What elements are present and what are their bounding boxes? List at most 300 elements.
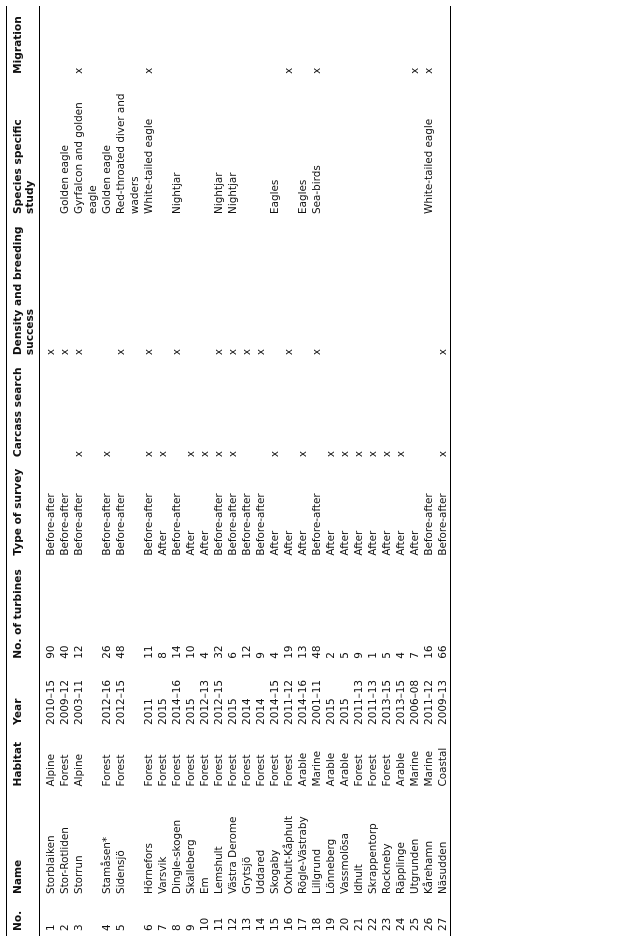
col-survey-type-cell: Before-after (255, 493, 268, 556)
col-migration-cell (394, 6, 408, 79)
col-carcass-search-cell: x (227, 450, 240, 458)
col-name-cell: Västra Derome (227, 816, 240, 895)
table-row (198, 6, 212, 936)
col-habitat-cell: Forest (213, 754, 226, 787)
col-turbines-cell: 48 (311, 645, 324, 659)
col-carcass-search-cell: x (157, 450, 170, 458)
col-migration-cell (436, 6, 451, 79)
col-density-breeding-cell: x (115, 348, 128, 356)
col-density-breeding-cell (394, 219, 408, 360)
col-habitat-cell: Forest (269, 754, 282, 787)
col-species-study-cell: White-tailed eagle (143, 118, 156, 214)
col-habitat-cell: Marine (311, 750, 324, 787)
col-density-breeding-cell (100, 219, 114, 360)
col-species-study-cell: Eagles (297, 179, 310, 214)
col-species-study-cell (282, 79, 296, 219)
col-density-breeding-cell: x (241, 348, 254, 356)
col-carcass-search-cell: x (143, 450, 156, 458)
table-row (282, 6, 296, 936)
col-migration-cell (212, 6, 226, 79)
col-density-breeding-cell (198, 219, 212, 360)
col-name-cell: Räpplinge (395, 842, 408, 895)
table-row (142, 6, 156, 936)
col-carcass-search-cell: x (73, 450, 86, 458)
col-turbines-cell: 1 (367, 652, 380, 659)
col-carcass-search-cell (254, 360, 268, 462)
col-migration-cell (170, 6, 184, 79)
col-species-study-cell: Nightjar (171, 172, 184, 214)
col-density-breeding-cell: x (311, 348, 324, 356)
col-year-cell: 2015 (339, 698, 352, 725)
col-turbines-cell: 4 (199, 652, 212, 659)
col-species-study-cell (240, 79, 254, 219)
col-year-cell: 2011–12 (283, 679, 296, 725)
col-year-cell: 2011 (143, 698, 156, 725)
col-habitat-cell: Forest (185, 754, 198, 787)
col-turbines-cell: 6 (227, 652, 240, 659)
col-name-cell: Stamåsen* (101, 836, 114, 895)
col-name-cell: Näsudden (437, 841, 450, 895)
col-survey-type-cell: Before-after (227, 493, 240, 556)
col-turbines-cell: 12 (241, 645, 254, 659)
col-habitat-cell: Arable (297, 752, 310, 787)
col-name-cell: Skrappentorp (367, 823, 380, 895)
col-turbines-cell: 13 (297, 645, 310, 659)
col-survey-type-cell: Before-after (73, 493, 86, 556)
header-survey-type: Type of survey (12, 468, 24, 556)
col-carcass-search-cell: x (353, 450, 366, 458)
col-number-cell: 6 (143, 924, 156, 931)
col-survey-type-cell: After (157, 530, 170, 556)
col-year-cell: 2012–15 (115, 679, 128, 725)
col-turbines-cell: 9 (353, 652, 366, 659)
col-number-cell: 5 (115, 924, 128, 931)
header-habitat: Habitat (12, 741, 24, 787)
header-year: Year (12, 698, 24, 725)
col-density-breeding-cell (380, 219, 394, 360)
col-number-cell: 20 (339, 917, 352, 931)
table-row (394, 6, 408, 936)
col-name-cell: Sidensjö (115, 850, 128, 895)
col-habitat-cell: Marine (423, 750, 436, 787)
col-species-study-cell: Red-throated diver and waders (115, 93, 142, 214)
table-row (114, 6, 142, 936)
col-number-cell: 2 (59, 924, 72, 931)
col-habitat-cell: Forest (283, 754, 296, 787)
col-year-cell: 2009–12 (59, 679, 72, 725)
header-migration: Migration (12, 16, 24, 74)
col-name-cell: Grytsjö (241, 856, 254, 895)
col-carcass-search-cell: x (213, 450, 226, 458)
col-migration-cell: x (283, 67, 296, 74)
col-species-study-cell: Golden eagle (101, 145, 114, 214)
col-survey-type-cell: After (409, 530, 422, 556)
col-density-breeding-cell: x (59, 348, 72, 356)
col-survey-type-cell: Before-after (101, 493, 114, 556)
col-turbines-cell: 9 (255, 652, 268, 659)
col-density-breeding-cell: x (73, 348, 86, 356)
col-number-cell: 10 (199, 917, 212, 931)
col-migration-cell (240, 6, 254, 79)
col-turbines-cell: 11 (143, 645, 156, 659)
table-row (422, 6, 436, 936)
col-survey-type-cell: Before-after (213, 493, 226, 556)
table-row (226, 6, 240, 936)
col-number-cell: 23 (381, 917, 394, 931)
col-density-breeding-cell: x (227, 348, 240, 356)
col-year-cell: 2013–15 (381, 679, 394, 725)
col-species-study-cell: Nightjar (227, 172, 240, 214)
col-density-breeding-cell: x (255, 348, 268, 356)
col-turbines-cell: 5 (381, 652, 394, 659)
col-year-cell: 2010–15 (45, 679, 58, 725)
col-carcass-search-cell (40, 360, 59, 462)
col-name-cell: Lillgrund (311, 848, 324, 895)
col-carcass-search-cell (114, 360, 142, 462)
table-row (310, 6, 324, 936)
col-survey-type-cell: After (283, 530, 296, 556)
col-year-cell: 2011–12 (423, 679, 436, 725)
col-migration-cell (58, 6, 72, 79)
col-number-cell: 26 (423, 917, 436, 931)
col-turbines-cell: 16 (423, 645, 436, 659)
col-number-cell: 1 (45, 924, 58, 931)
col-habitat-cell: Forest (59, 754, 72, 787)
col-habitat-cell: Forest (367, 754, 380, 787)
col-density-breeding-cell: x (45, 348, 58, 356)
col-year-cell: 2012–15 (213, 679, 226, 725)
col-migration-cell: x (423, 67, 436, 74)
col-number-cell: 27 (437, 917, 450, 931)
col-habitat-cell: Coastal (437, 747, 450, 787)
col-name-cell: Varsvik (157, 856, 170, 895)
col-number-cell: 9 (185, 924, 198, 931)
col-habitat-cell: Forest (353, 754, 366, 787)
col-species-study-cell: Gyrfalcon and golden eagle (73, 102, 100, 214)
col-turbines-cell: 5 (339, 652, 352, 659)
col-name-cell: Kårehamn (423, 840, 436, 895)
table-row (58, 6, 72, 936)
col-survey-type-cell: After (367, 530, 380, 556)
col-turbines-cell: 90 (45, 645, 58, 659)
col-name-cell: Skogaby (269, 849, 282, 895)
col-survey-type-cell: After (381, 530, 394, 556)
col-carcass-search-cell: x (199, 450, 212, 458)
col-year-cell: 2011–13 (367, 679, 380, 725)
col-number-cell: 25 (409, 917, 422, 931)
col-habitat-cell: Arable (339, 752, 352, 787)
col-habitat-cell: Forest (241, 754, 254, 787)
col-turbines-cell: 4 (395, 652, 408, 659)
col-density-breeding-cell (422, 219, 436, 360)
col-habitat-cell: Forest (171, 754, 184, 787)
table-row (366, 6, 380, 936)
col-turbines-cell: 19 (283, 645, 296, 659)
col-survey-type-cell: Before-after (311, 493, 324, 556)
col-name-cell: Lönneberg (325, 838, 338, 895)
col-year-cell: 2014–16 (297, 679, 310, 725)
col-survey-type-cell: Before-after (143, 493, 156, 556)
col-name-cell: Rockneby (381, 843, 394, 895)
col-year-cell: 2003–11 (73, 679, 86, 725)
col-name-cell: Rögle-Västraby (297, 816, 310, 895)
table-row (380, 6, 394, 936)
col-density-breeding-cell (184, 219, 198, 360)
col-number-cell: 18 (311, 917, 324, 931)
col-habitat-cell: Forest (115, 754, 128, 787)
col-carcass-search-cell: x (269, 450, 282, 458)
col-migration-cell (324, 6, 338, 79)
col-habitat-cell: Forest (381, 754, 394, 787)
col-number-cell: 21 (353, 917, 366, 931)
col-survey-type-cell: After (353, 530, 366, 556)
col-number-cell: 19 (325, 917, 338, 931)
col-migration-cell (100, 6, 114, 79)
col-species-study-cell (156, 79, 170, 219)
col-year-cell: 2014 (241, 698, 254, 725)
col-species-study-cell (408, 79, 422, 219)
col-carcass-search-cell (282, 360, 296, 462)
col-survey-type-cell: Before-after (241, 493, 254, 556)
col-number-cell: 7 (157, 924, 170, 931)
col-density-breeding-cell (352, 219, 366, 360)
col-density-breeding-cell (296, 219, 310, 360)
col-turbines-cell: 4 (269, 652, 282, 659)
col-turbines-cell: 26 (101, 645, 114, 659)
col-survey-type-cell: After (395, 530, 408, 556)
col-year-cell: 2015 (227, 698, 240, 725)
col-carcass-search-cell (310, 360, 324, 462)
col-species-study-cell (394, 79, 408, 219)
col-migration-cell (156, 6, 170, 79)
table-row (408, 6, 422, 936)
col-species-study-cell (338, 79, 352, 219)
col-migration-cell: x (311, 67, 324, 74)
table-row (240, 6, 254, 936)
col-year-cell: 2015 (185, 698, 198, 725)
col-name-cell: Uddared (255, 849, 268, 895)
col-migration-cell (296, 6, 310, 79)
col-turbines-cell: 7 (409, 652, 422, 659)
col-year-cell: 2009–13 (437, 679, 450, 725)
col-migration-cell (268, 6, 282, 79)
col-habitat-cell: Forest (143, 754, 156, 787)
col-survey-type-cell: Before-after (45, 493, 58, 556)
col-turbines-cell: 40 (59, 645, 72, 659)
col-migration-cell (254, 6, 268, 79)
col-habitat-cell: Arable (395, 752, 408, 787)
col-species-study-cell: Eagles (269, 179, 282, 214)
col-turbines-cell: 8 (157, 652, 170, 659)
col-year-cell: 2011–13 (353, 679, 366, 725)
col-survey-type-cell: Before-after (59, 493, 72, 556)
table-row (338, 6, 352, 936)
col-survey-type-cell: Before-after (115, 493, 128, 556)
col-name-cell: Vassmolösa (339, 833, 352, 895)
col-density-breeding-cell: x (143, 348, 156, 356)
col-name-cell: Stor-Rotliden (59, 827, 72, 895)
table-row (296, 6, 310, 936)
col-carcass-search-cell (240, 360, 254, 462)
col-habitat-cell: Forest (199, 754, 212, 787)
table-row (156, 6, 170, 936)
col-habitat-cell: Forest (101, 754, 114, 787)
col-carcass-search-cell: x (395, 450, 408, 458)
col-species-study-cell (436, 79, 451, 219)
col-survey-type-cell: After (269, 530, 282, 556)
col-migration-cell (338, 6, 352, 79)
col-name-cell: Storrun (73, 855, 86, 895)
col-turbines-cell: 32 (213, 645, 226, 659)
table-row (170, 6, 184, 936)
col-habitat-cell: Forest (157, 754, 170, 787)
col-migration-cell (226, 6, 240, 79)
col-density-breeding-cell (156, 219, 170, 360)
header-density-breeding: Density and breeding success (12, 226, 37, 356)
table-row (100, 6, 114, 936)
table-body (40, 6, 451, 936)
table-row (268, 6, 282, 936)
col-number-cell: 17 (297, 917, 310, 931)
col-turbines-cell: 48 (115, 645, 128, 659)
col-carcass-search-cell (408, 360, 422, 462)
col-name-cell: Lemshult (213, 846, 226, 895)
wind-farm-survey-table (6, 6, 451, 936)
col-year-cell: 2012–13 (199, 679, 212, 725)
table-header-row (7, 6, 40, 936)
col-carcass-search-cell (170, 360, 184, 462)
col-species-study-cell: Golden eagle (59, 145, 72, 214)
col-year-cell: 2015 (157, 698, 170, 725)
header-carcass-search: Carcass search (12, 367, 24, 458)
col-survey-type-cell: Before-after (171, 493, 184, 556)
col-carcass-search-cell (422, 360, 436, 462)
col-number-cell: 16 (283, 917, 296, 931)
col-migration-cell (198, 6, 212, 79)
col-survey-type-cell: After (339, 530, 352, 556)
col-name-cell: Skalleberg (185, 839, 198, 895)
col-name-cell: Em (199, 877, 212, 895)
col-year-cell: 2012–16 (101, 679, 114, 725)
col-carcass-search-cell: x (381, 450, 394, 458)
col-migration-cell (352, 6, 366, 79)
col-name-cell: Storblaiken (45, 835, 58, 895)
col-name-cell: Utgrunden (409, 838, 422, 895)
col-species-study-cell: White-tailed eagle (423, 118, 436, 214)
col-habitat-cell: Forest (255, 754, 268, 787)
col-name-cell: Dingle-skogen (171, 819, 184, 895)
col-survey-type-cell: Before-after (437, 493, 450, 556)
col-species-study-cell: Sea-birds (311, 165, 324, 214)
col-number-cell: 13 (241, 917, 254, 931)
col-density-breeding-cell: x (171, 348, 184, 356)
col-turbines-cell: 10 (185, 645, 198, 659)
col-survey-type-cell: After (297, 530, 310, 556)
col-carcass-search-cell: x (437, 450, 450, 458)
col-species-study-cell (198, 79, 212, 219)
col-density-breeding-cell (324, 219, 338, 360)
table-row (324, 6, 338, 936)
col-turbines-cell: 12 (73, 645, 86, 659)
table-row (40, 6, 59, 936)
col-name-cell: Oxhult-Kåphult (283, 816, 296, 895)
col-migration-cell: x (409, 67, 422, 74)
col-habitat-cell: Alpine (73, 754, 86, 787)
col-habitat-cell: Marine (409, 750, 422, 787)
col-year-cell: 2014 (255, 698, 268, 725)
col-year-cell: 2013–15 (395, 679, 408, 725)
col-carcass-search-cell: x (367, 450, 380, 458)
col-number-cell: 11 (213, 917, 226, 931)
col-species-study-cell (254, 79, 268, 219)
table-row (212, 6, 226, 936)
col-species-study-cell (40, 79, 59, 219)
col-carcass-search-cell: x (101, 450, 114, 458)
col-density-breeding-cell (338, 219, 352, 360)
col-density-breeding-cell: x (213, 348, 226, 356)
header-species-study: Species specific study (12, 119, 37, 214)
col-number-cell: 24 (395, 917, 408, 931)
col-survey-type-cell: Before-after (423, 493, 436, 556)
col-number-cell: 12 (227, 917, 240, 931)
col-carcass-search-cell: x (297, 450, 310, 458)
col-migration-cell: x (73, 67, 86, 74)
col-number-cell: 8 (171, 924, 184, 931)
col-species-study-cell (184, 79, 198, 219)
col-survey-type-cell: After (199, 530, 212, 556)
col-migration-cell (40, 6, 59, 79)
table-row (184, 6, 198, 936)
col-density-breeding-cell (408, 219, 422, 360)
col-turbines-cell: 2 (325, 652, 338, 659)
table-row (72, 6, 100, 936)
col-number-cell: 22 (367, 917, 380, 931)
col-number-cell: 15 (269, 917, 282, 931)
col-migration-cell: x (143, 67, 156, 74)
col-carcass-search-cell: x (339, 450, 352, 458)
col-species-study-cell (366, 79, 380, 219)
col-density-breeding-cell: x (437, 348, 450, 356)
table-row (352, 6, 366, 936)
col-number-cell: 4 (101, 924, 114, 931)
col-year-cell: 2014–16 (171, 679, 184, 725)
col-migration-cell (366, 6, 380, 79)
col-name-cell: Hörnefors (143, 843, 156, 895)
col-turbines-cell: 66 (437, 645, 450, 659)
col-habitat-cell: Arable (325, 752, 338, 787)
col-name-cell: Idhult (353, 864, 366, 895)
col-density-breeding-cell: x (283, 348, 296, 356)
header-number: No. (12, 910, 24, 931)
col-year-cell: 2001–11 (311, 679, 324, 725)
col-species-study-cell (324, 79, 338, 219)
col-number-cell: 3 (73, 924, 86, 931)
col-year-cell: 2006–08 (409, 679, 422, 725)
col-migration-cell (380, 6, 394, 79)
col-carcass-search-cell (58, 360, 72, 462)
col-carcass-search-cell: x (325, 450, 338, 458)
col-species-study-cell: Nightjar (213, 172, 226, 214)
col-density-breeding-cell (268, 219, 282, 360)
col-species-study-cell (380, 79, 394, 219)
col-habitat-cell: Forest (227, 754, 240, 787)
table-row (254, 6, 268, 936)
header-name: Name (12, 859, 24, 895)
col-migration-cell (114, 6, 142, 79)
col-species-study-cell (352, 79, 366, 219)
col-carcass-search-cell: x (185, 450, 198, 458)
col-turbines-cell: 14 (171, 645, 184, 659)
